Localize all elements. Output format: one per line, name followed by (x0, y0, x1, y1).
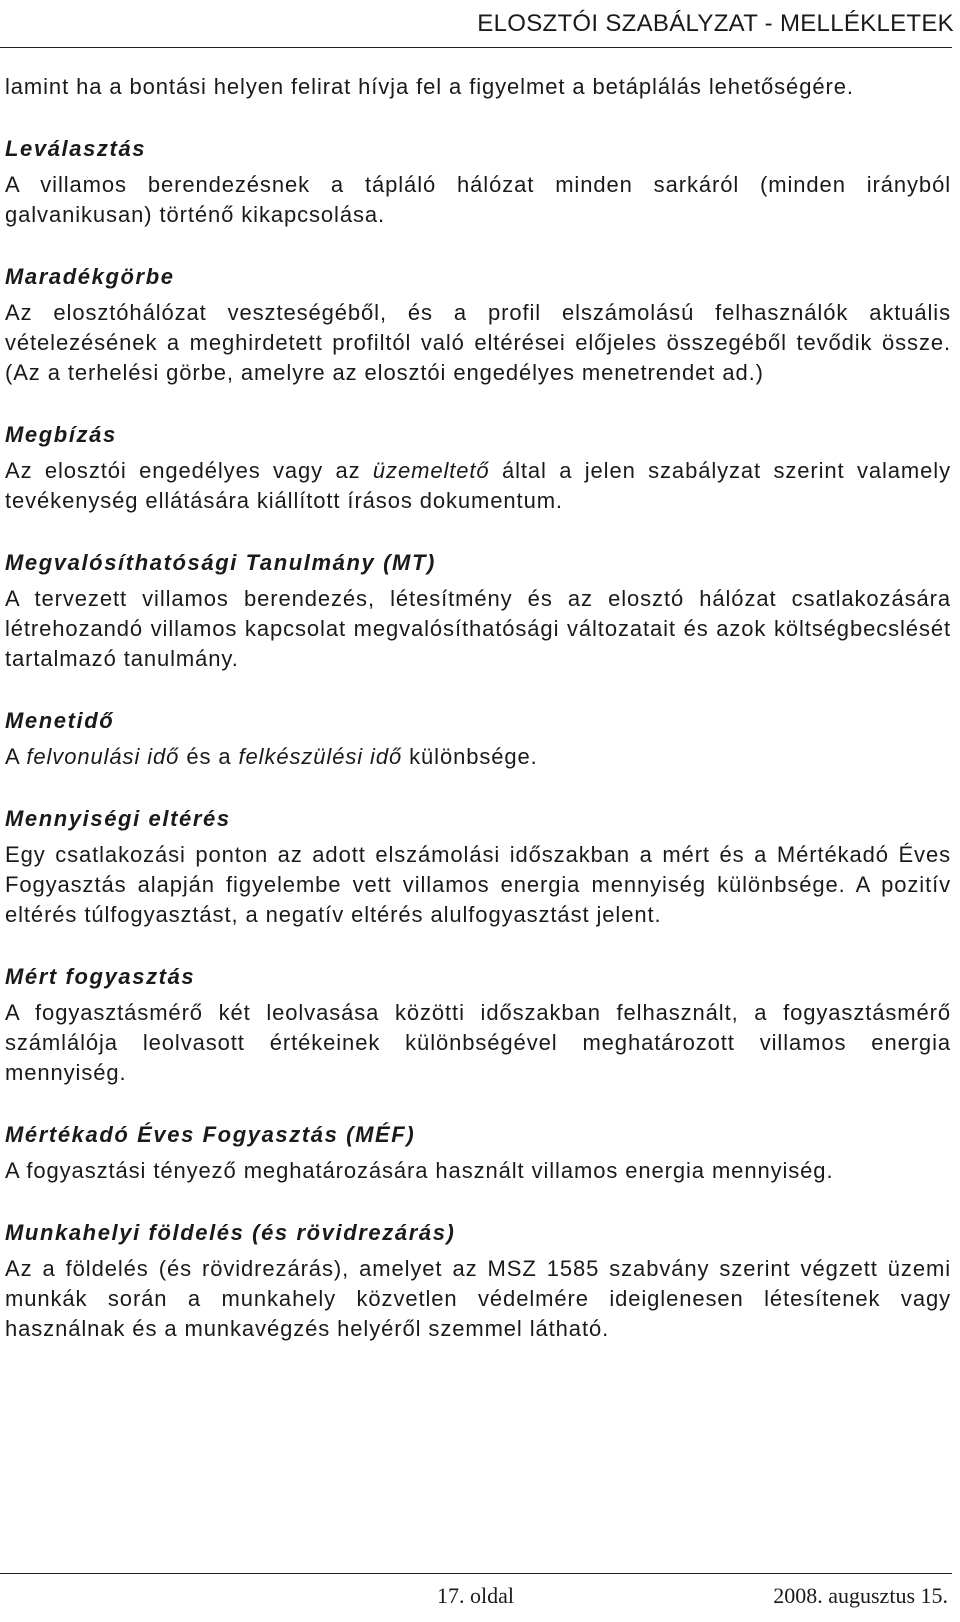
definition-mert-fogyasztas (5, 962, 951, 1088)
definition-text: A fogyasztási tényező meghatározására használt villamos energia mennyiség. (5, 1158, 834, 1183)
footer-date: 2008. augusztus 15. (773, 1583, 948, 1608)
definition-text: A fogyasztásmérő két leolvasása közötti időszakban felhasznált, a fogyasztásmérő számlálója leolvasott értékeinek különbségével meghatározott villamos energia mennyiség. (5, 1000, 951, 1085)
header-divider (0, 47, 952, 48)
term-heading: Mértékadó Éves Fogyasztás (MÉF) (5, 1122, 416, 1147)
definition-levalasztas (5, 134, 951, 230)
definition-text (5, 742, 951, 772)
definition-mef (5, 1120, 951, 1186)
term-heading: Maradékgörbe (5, 264, 175, 289)
definition-text: A villamos berendezésnek a tápláló hálózat minden sarkáról (minden irányból galvanikusan) történő kikapcsolása. (5, 172, 951, 227)
definition-mennyisegi-elteres (5, 804, 951, 930)
definition-munkahelyi-foldeles (5, 1218, 951, 1344)
page-number: 17. oldal (437, 1583, 514, 1608)
page-header-title: ELOSZTÓI SZABÁLYZAT - MELLÉKLETEK (477, 10, 954, 37)
term-heading: Megbízás (5, 422, 117, 447)
term-heading: Mért fogyasztás (5, 964, 196, 989)
term-heading: Mennyiségi eltérés (5, 806, 231, 831)
term-heading: Munkahelyi földelés (és rövidrezárás) (5, 1220, 456, 1245)
page-footer (0, 1583, 952, 1613)
text-run: A (5, 744, 27, 769)
definition-text: Az elosztóhálózat veszteségéből, és a profil elszámolású felhasználók aktuális vételezésének a meghirdetett profiltól való eltérései előjeles összegéből tevődik össze. (Az a terhelési görbe, amelyre az elosztói engedélyes menetrendet ad.) (5, 300, 951, 385)
definition-megbizas (5, 420, 951, 516)
definition-megvalosithatosagi-tanulmany (5, 548, 951, 674)
definition-maradekgorbe (5, 262, 951, 388)
intro-text: lamint ha a bontási helyen felirat hívja fel a figyelmet a betáplálás lehetőségére. (5, 74, 854, 99)
italic-term: felvonulási idő (26, 744, 180, 769)
footer-divider (0, 1573, 952, 1574)
term-heading: Megvalósíthatósági Tanulmány (MT) (5, 550, 436, 575)
definition-menetido (5, 706, 951, 772)
text-run: és a (179, 744, 239, 769)
definition-text: Egy csatlakozási ponton az adott elszámolási időszakban a mért és a Mértékadó Éves Fogyasztás alapján figyelembe vett villamos energia mennyiség különbsége. A pozitív eltérés túlfogyasztást, a negatív eltérés alulfogyasztást jelent. (5, 842, 951, 927)
text-run: által a jelen szabályzat szerint valamely tevékenység ellátására kiállított írásos dokumentum. (5, 458, 951, 513)
italic-term: üzemeltető (372, 458, 490, 483)
definition-text (5, 456, 951, 516)
text-run: különbsége. (402, 744, 538, 769)
term-heading: Menetidő (5, 708, 115, 733)
text-run: Az elosztói engedélyes vagy az (5, 458, 373, 483)
term-heading: Leválasztás (5, 136, 147, 161)
definition-text: A tervezett villamos berendezés, létesítmény és az elosztó hálózat csatlakozására létrehozandó villamos kapcsolat megvalósíthatósági változatait és azok költségbecslését tartalmazó tanulmány. (5, 586, 951, 671)
definition-text: Az a földelés (és rövidrezárás), amelyet az MSZ 1585 szabvány szerint végzett üzemi munkák során a munkahely közvetlen védelmére ideiglenesen létesítenek vagy használnak és a munkavégzés helyéről szemmel látható. (5, 1256, 951, 1341)
intro-paragraph (5, 72, 951, 102)
italic-term: felkészülési idő (238, 744, 403, 769)
document-body (5, 72, 951, 1376)
